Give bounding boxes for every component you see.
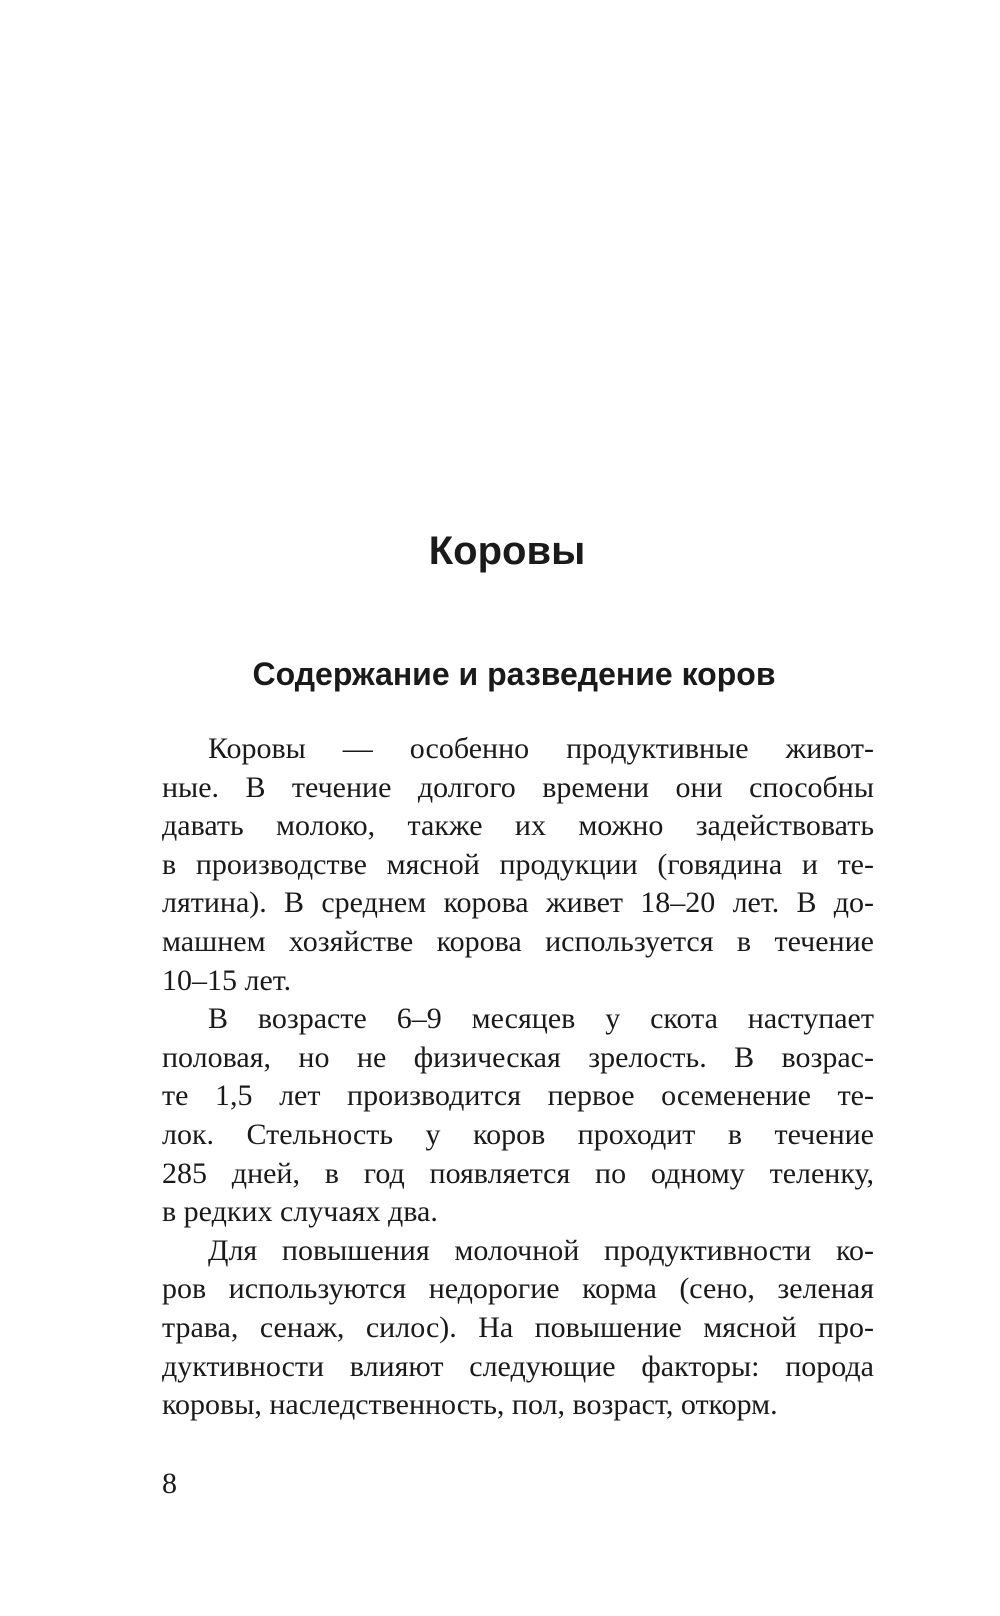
paragraph-line: давать молоко, также их можно задействовать [162,809,874,843]
paragraph-line: В возрасте 6–9 месяцев у скота наступает [208,1002,874,1036]
paragraph-line: лятина). В среднем корова живет 18–20 лет. В до- [162,886,874,920]
paragraph-line: половая, но не физическая зрелость. В возрас- [162,1040,874,1074]
paragraph-line: в производстве мясной продукции (говядина и те- [162,847,874,881]
paragraph-line: 10–15 лет. [162,963,292,997]
paragraph-3 [162,1232,874,1425]
paragraph-1 [162,730,874,1000]
paragraph-line: в редких случаях два. [162,1195,438,1229]
paragraph-line: ров используются недорогие корма (сено, зеленая [162,1272,874,1306]
paragraph-line: машнем хозяйстве корова используется в течение [162,924,874,958]
paragraph-line: лок. Стельность у коров проходит в течение [162,1117,874,1151]
paragraph-line: те 1,5 лет производится первое осеменение те- [162,1079,874,1113]
paragraph-2 [162,1000,874,1232]
page-number: 8 [162,1467,177,1500]
paragraph-line: ные. В течение долгого времени они способны [162,770,874,804]
body-text [162,730,874,1425]
paragraph-line: дуктивности влияют следующие факторы: порода [162,1349,874,1383]
paragraph-line: Для повышения молочной продуктивности ко- [208,1233,874,1267]
paragraph-line: коровы, наследственность, пол, возраст, откорм. [162,1388,778,1422]
chapter-title: Коровы [428,529,586,573]
paragraph-line: Коровы — особенно продуктивные живот- [208,732,874,765]
paragraph-line: 285 дней, в год появляется по одному теленку, [162,1156,874,1190]
section-title: Содержание и разведение коров [252,656,776,692]
paragraph-line: трава, сенаж, силос). На повышение мясной про- [162,1310,874,1344]
